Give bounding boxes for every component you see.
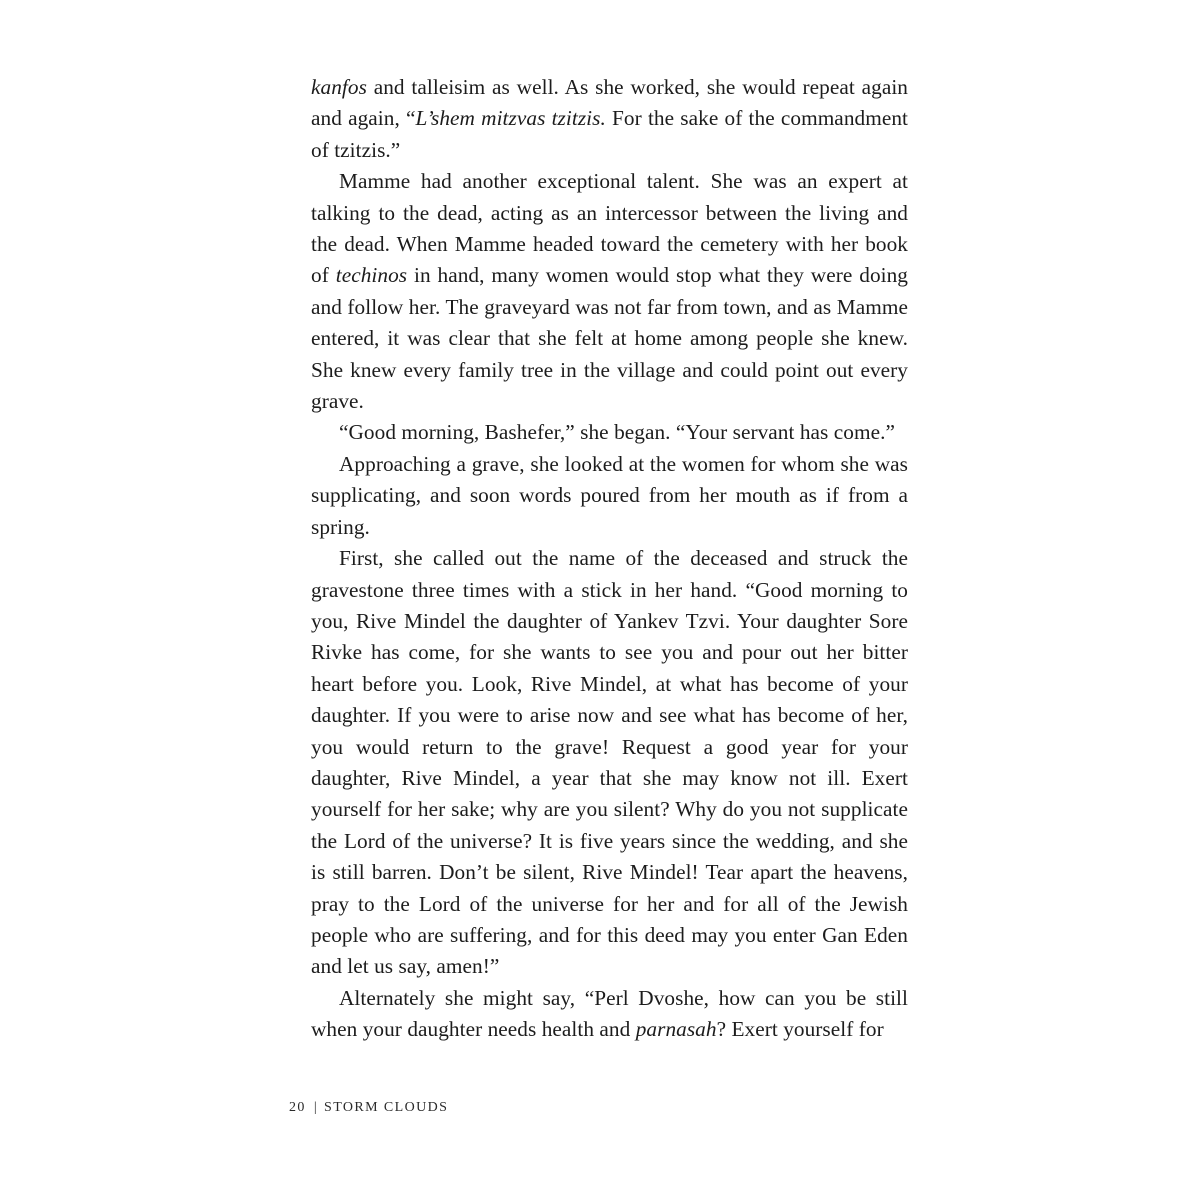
text-run: “Good morning, Bashefer,” she began. “Your servant has come.” xyxy=(339,420,895,445)
body-paragraph xyxy=(311,417,908,448)
running-title: STORM CLOUDS xyxy=(324,1100,449,1115)
body-paragraph xyxy=(311,166,908,417)
text-run: and talleisim as well. As she worked, she would repeat again and again, “ xyxy=(311,75,908,131)
italic-term: parnasah xyxy=(635,1017,717,1042)
body-paragraph xyxy=(311,449,908,543)
text-run: Alternately she might say, “Perl Dvoshe, how can you be still when your daughter needs health and xyxy=(311,985,908,1042)
body-paragraph xyxy=(311,543,908,983)
page-number: 20 xyxy=(289,1100,306,1115)
text-run: For the sake of the commandment of tzitzis.” xyxy=(311,106,908,162)
italic-term: L’shem mitzvas tzitzis. xyxy=(415,106,606,131)
text-run: Mamme had another exceptional talent. She was an expert at talking to the dead, acting as an intercessor between the living and the dead. When Mamme headed toward the cemetery with her book of xyxy=(311,169,908,288)
text-run: First, she called out the name of the deceased and struck the gravestone three times with a stick in her hand. “Good morning to you, Rive Mindel the daughter of Yankev Tzvi. Your daughter Sore Rivke has come, for she wants to see you and pour out her bitter heart before you. Look, Rive Mindel, at what has become of your daughter. If you were to arise now and see what has become of her, you would return to the grave! Request a good year for your daughter, Rive Mindel, a year that she may know not ill. Exert yourself for her sake; why are you silent? Why do you not supplicate the Lord of the universe? It is five years since the wedding, and she is still barren. Don’t be silent, Rive Mindel! Tear apart the heavens, pray to the Lord of the universe for her and for all of the Jewish people who are suffering, and for this deed may you enter Gan Eden and let us say, amen!” xyxy=(311,546,908,979)
page-footer xyxy=(289,1100,448,1116)
text-run: ? Exert yourself for xyxy=(716,1017,884,1042)
body-paragraph xyxy=(311,983,908,1046)
page-body xyxy=(311,72,908,1046)
text-run: in hand, many women would stop what they were doing and follow her. The graveyard was not far from town, and as Mamme entered, it was clear that she felt at home among people she knew. She knew every family tree in the village and could point out every grave. xyxy=(311,263,909,414)
text-run: Approaching a grave, she looked at the women for whom she was supplicating, and soon words poured from her mouth as if from a spring. xyxy=(311,451,908,539)
italic-term: techinos xyxy=(335,263,408,288)
footer-separator: | xyxy=(313,1100,319,1115)
body-paragraph xyxy=(311,72,908,166)
italic-term: kanfos xyxy=(311,75,367,99)
